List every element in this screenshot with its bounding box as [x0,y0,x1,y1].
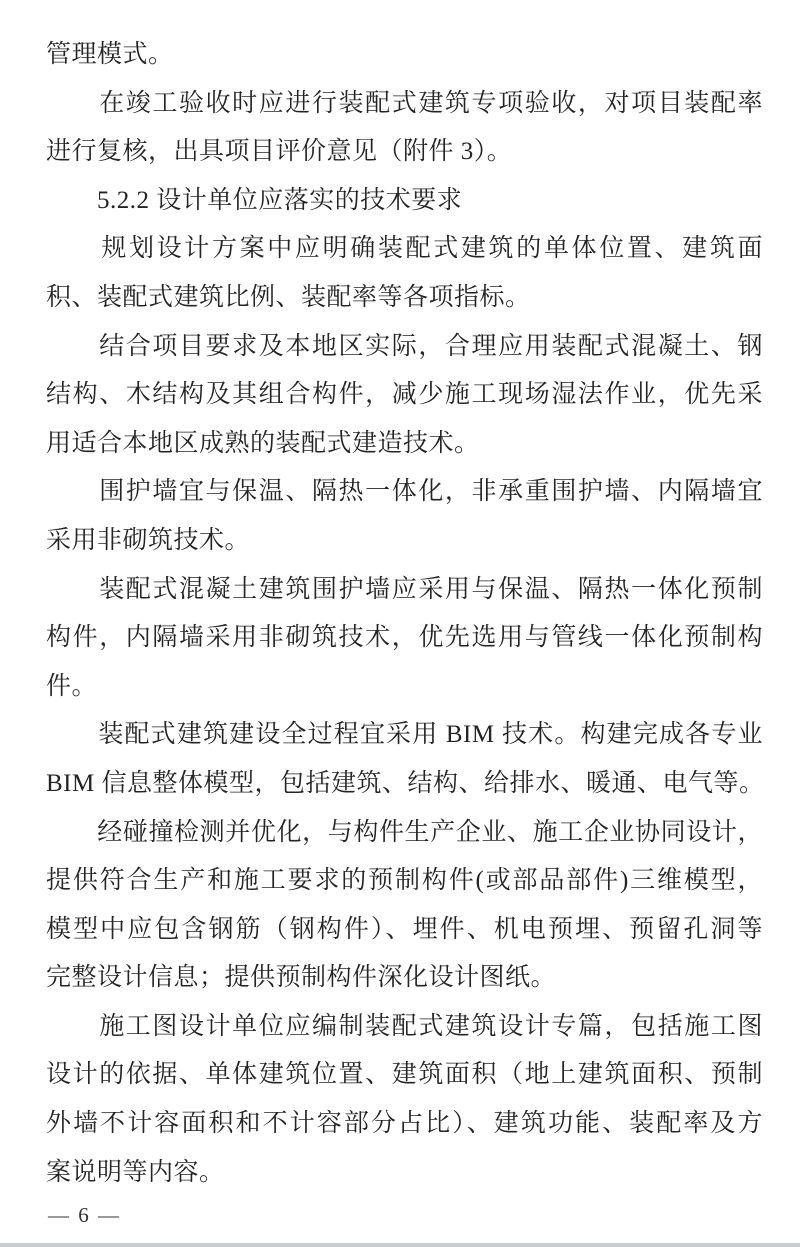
text-line: 施工图设计单位应编制装配式建筑设计专篇，包括施工图 [46,1012,763,1040]
text-line: 用适合本地区成熟的装配式建造技术。 [46,429,480,457]
text-line: 外墙不计容面积和不计容部分占比）、建筑功能、装配率及方 [46,1110,763,1138]
text-line: 完整设计信息；提供预制构件深化设计图纸。 [46,964,557,992]
text-line: 围护墙宜与保温、隔热一体化，非承重围护墙、内隔墙宜 [46,478,763,506]
section-heading: 5.2.2 设计单位应落实的技术要求 [46,186,463,214]
text-line: 结合项目要求及本地区实际，合理应用装配式混凝土、钢 [46,332,763,360]
text-line: 装配式建筑建设全过程宜采用 BIM 技术。构建完成各专业 [46,721,763,749]
text-line: 件。 [46,672,98,700]
text-line: 规划设计方案中应明确装配式建筑的单体位置、建筑面 [46,235,763,263]
text-line: 设计的依据、单体建筑位置、建筑面积（地上建筑面积、预制 [46,1061,763,1089]
text-line: 模型中应包含钢筋（钢构件）、埋件、机电预埋、预留孔洞等 [46,915,763,943]
text-line: 管理模式。 [46,41,174,68]
text-line: 采用非砌筑技术。 [46,526,251,554]
text-line: 案说明等内容。 [46,1158,225,1186]
text-line: 进行复核，出具项目评价意见（附件 3）。 [46,138,513,166]
text-line: 经碰撞检测并优化，与构件生产企业、施工企业协同设计， [46,818,763,846]
document-text-block [46,31,763,1197]
text-line: 装配式混凝土建筑围护墙应采用与保温、隔热一体化预制 [46,575,763,603]
text-line: BIM 信息整体模型，包括建筑、结构、给排水、暖通、电气等。 [46,769,765,797]
text-line: 提供符合生产和施工要求的预制构件(或部品部件)三维模型， [46,867,763,895]
text-line: 在竣工验收时应进行装配式建筑专项验收，对项目装配率 [46,89,763,117]
text-line: 构件，内隔墙采用非砌筑技术，优先选用与管线一体化预制构 [46,624,763,652]
page-bottom-edge [0,1243,800,1247]
text-line: 积、装配式建筑比例、装配率等各项指标。 [46,283,531,311]
page-number: — 6 — [48,1203,121,1227]
text-line: 结构、木结构及其组合构件，减少施工现场湿法作业，优先采 [46,381,763,409]
